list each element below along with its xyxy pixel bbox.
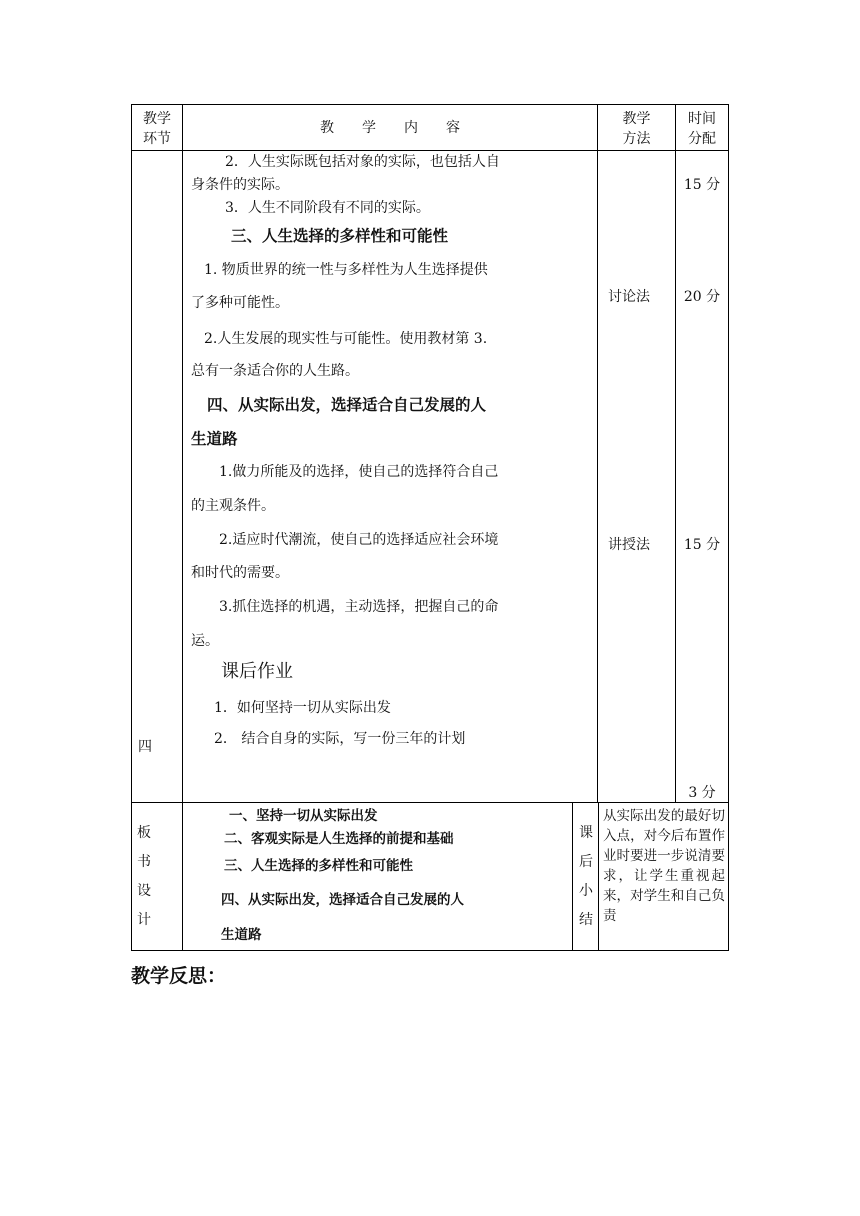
content-line: 和时代的需要。 [191,565,289,581]
header-method-line1: 教学 [622,111,651,127]
time-allocation: 3 分 [688,785,716,801]
header-content: 教 学 内 容 [320,120,460,136]
content-line: 1. 物质世界的统一性与多样性为人生选择提供 [204,262,488,278]
content-line: 身条件的实际。 [191,177,289,193]
summary-label-char: 课 [579,825,593,841]
homework-item: 1．如何坚持一切从实际出发 [214,700,391,716]
content-line: 2.适应时代潮流，使自己的选择适应社会环境 [219,532,499,548]
time-allocation: 15 分 [683,177,721,193]
board-line: 一、坚持一切从实际出发 [229,808,378,824]
homework-item: 2． 结合自身的实际，写一份三年的计划 [214,731,466,747]
method-lecture: 讲授法 [608,537,650,553]
time-allocation: 20 分 [683,289,721,305]
header-time-line2: 分配 [688,131,716,147]
homework-title: 课后作业 [221,661,293,682]
board-label-char: 计 [137,912,151,928]
content-line: 运。 [191,633,219,649]
reflection-title: 教学反思： [131,965,227,987]
method-discussion: 讨论法 [608,289,650,305]
board-label-char: 设 [137,883,151,899]
stage-number: 四 [138,739,152,755]
summary-text: 从实际出发的最好切入点，对今后布置作业时要进一步说清要求，让学生重视起来，对学生和自己负责 [603,808,725,924]
content-line: 的主观条件。 [191,498,275,514]
content-line: 3.抓住选择的机遇，主动选择，把握自己的命 [219,599,499,615]
board-line: 三、人生选择的多样性和可能性 [224,858,413,874]
summary-label-char: 后 [579,854,593,870]
content-line: 1.做力所能及的选择，使自己的选择符合自己 [219,464,499,480]
content-line: 2．人生实际既包括对象的实际，也包括人自 [225,154,500,170]
board-line: 二、客观实际是人生选择的前提和基础 [224,831,454,847]
header-method-line2: 方法 [622,131,651,147]
board-label-char: 板 [137,825,151,841]
content-line: 3．人生不同阶段有不同的实际。 [225,200,430,216]
header-stage-line2: 环节 [143,131,171,147]
board-label-char: 书 [137,854,151,870]
header-time-line1: 时间 [688,111,716,127]
header-stage-line1: 教学 [143,111,171,127]
summary-label-char: 结 [579,912,593,928]
summary-label-char: 小 [579,883,593,899]
section-heading-4-cont: 生道路 [191,430,238,448]
board-line: 生道路 [221,927,262,943]
board-line: 四、从实际出发，选择适合自己发展的人 [221,892,464,908]
content-line: 2.人生发展的现实性与可能性。使用教材第 3. [204,331,488,347]
content-line: 总有一条适合你的人生路。 [191,363,359,379]
content-line: 了多种可能性。 [191,295,289,311]
section-heading-4: 四、从实际出发，选择适合自己发展的人 [207,396,487,414]
time-allocation: 15 分 [683,537,721,553]
section-heading-3: 三、人生选择的多样性和可能性 [231,227,449,245]
